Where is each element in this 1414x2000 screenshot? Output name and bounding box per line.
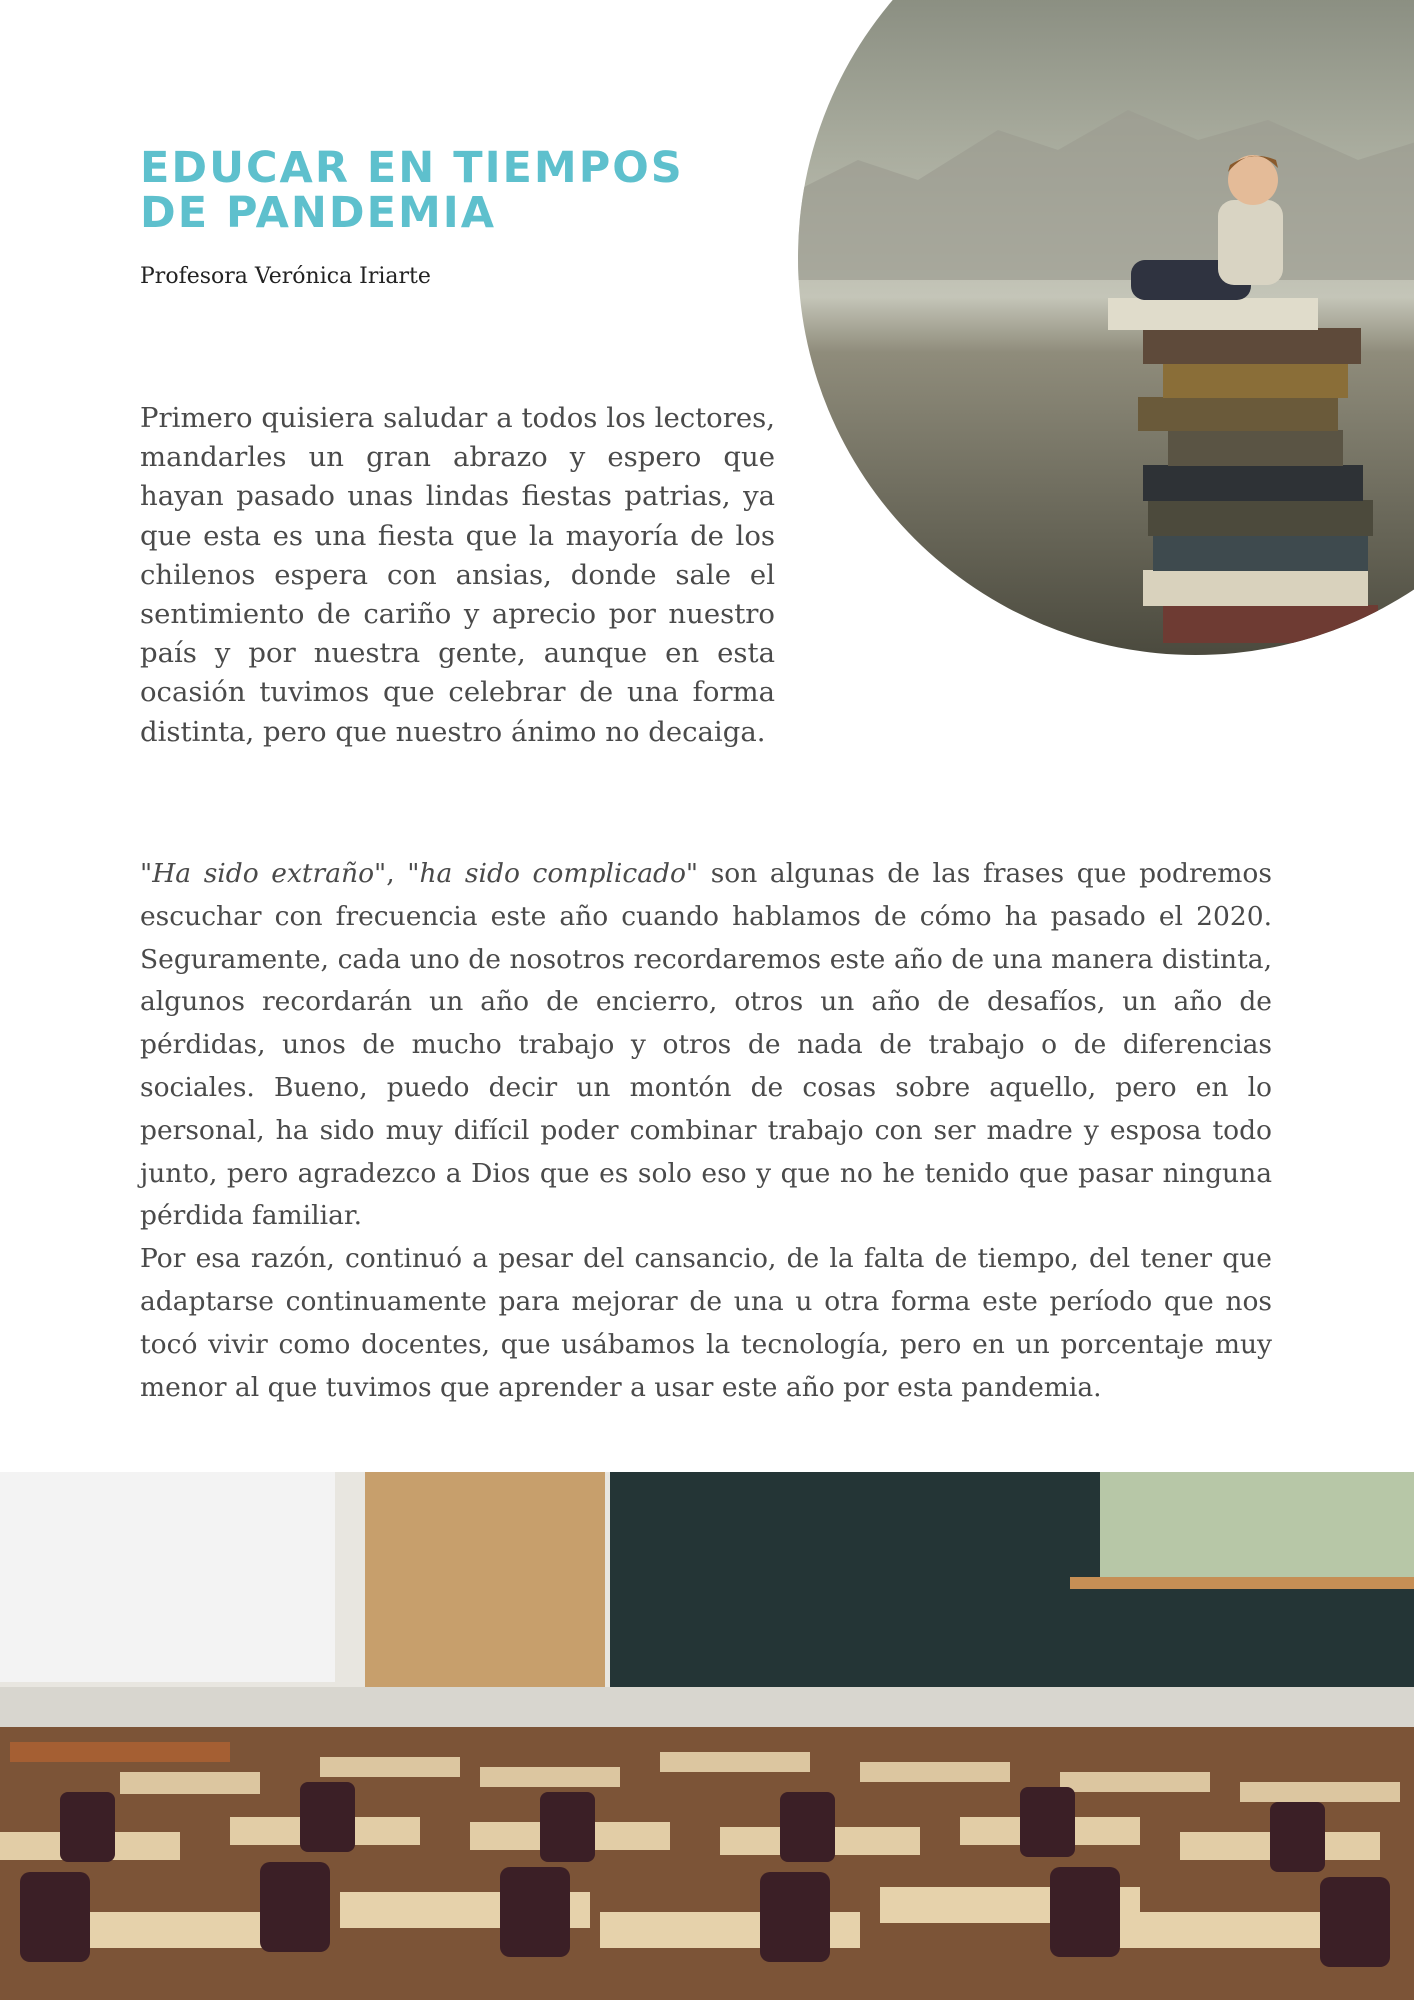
quote-1: "Ha sido extraño" [140, 858, 387, 889]
intro-paragraph: Primero quisiera saludar a todos los lectores, mandarles un gran abrazo y espero que hayan pasado unas lindas fiestas patrias, ya que esta es una fiesta que la mayoría de los chilenos espera con ansias, donde sale el sentimiento de cariño y aprecio por nuestro país y por nuestra gente, aunque en esta ocasión tuvimos que celebrar de una forma distinta, pero que nuestro ánimo no decaiga. [140, 402, 775, 748]
body-paragraph-1-text: son algunas de las frases que podremos escuchar con frecuencia este año cuando hablamos de cómo ha pasado el 2020. Seguramente, cada uno de nosotros recordaremos este año de una manera distinta, algunos recordarán un año de encierro, otros un año de desafíos, un año de pérdidas, unos de mucho trabajo y otros de nada de trabajo o de diferencias sociales. Bueno, puedo decir un montón de cosas sobre aquello, pero en lo personal, ha sido muy difícil poder combinar trabajo con ser madre y esposa todo junto, pero agradezco a Dios que es solo eso y que no he tenido que pasar ninguna pérdida familiar. [140, 858, 1272, 1232]
article-body [140, 853, 1272, 1409]
article-title [140, 143, 780, 238]
author-byline: Profesora Verónica Iriarte [140, 264, 431, 289]
corkboard [365, 1472, 605, 1692]
body-paragraph-1 [140, 853, 1272, 1238]
body-paragraph-2: Por esa razón, continuó a pesar del cansancio, de la falta de tiempo, del tener que adaptarse continuamente para mejorar de una u otra forma este período que nos tocó vivir como docentes, que usábamos la tecnología, pero en un porcentaje muy menor al que tuvimos que aprender a usar este año por esta pandemia. [140, 1243, 1272, 1403]
quote-separator: , [386, 858, 408, 889]
boy-on-books-photo [798, 0, 1414, 655]
projector-screen [0, 1472, 335, 1682]
classroom-photo [0, 1472, 1414, 2000]
title-line-2: DE PANDEMIA [140, 188, 497, 238]
book-stack [1108, 298, 1378, 643]
title-line-1: EDUCAR EN TIEMPOS [140, 143, 684, 193]
wall-map [1100, 1472, 1414, 1577]
quote-2: "ha sido complicado" [407, 858, 699, 889]
